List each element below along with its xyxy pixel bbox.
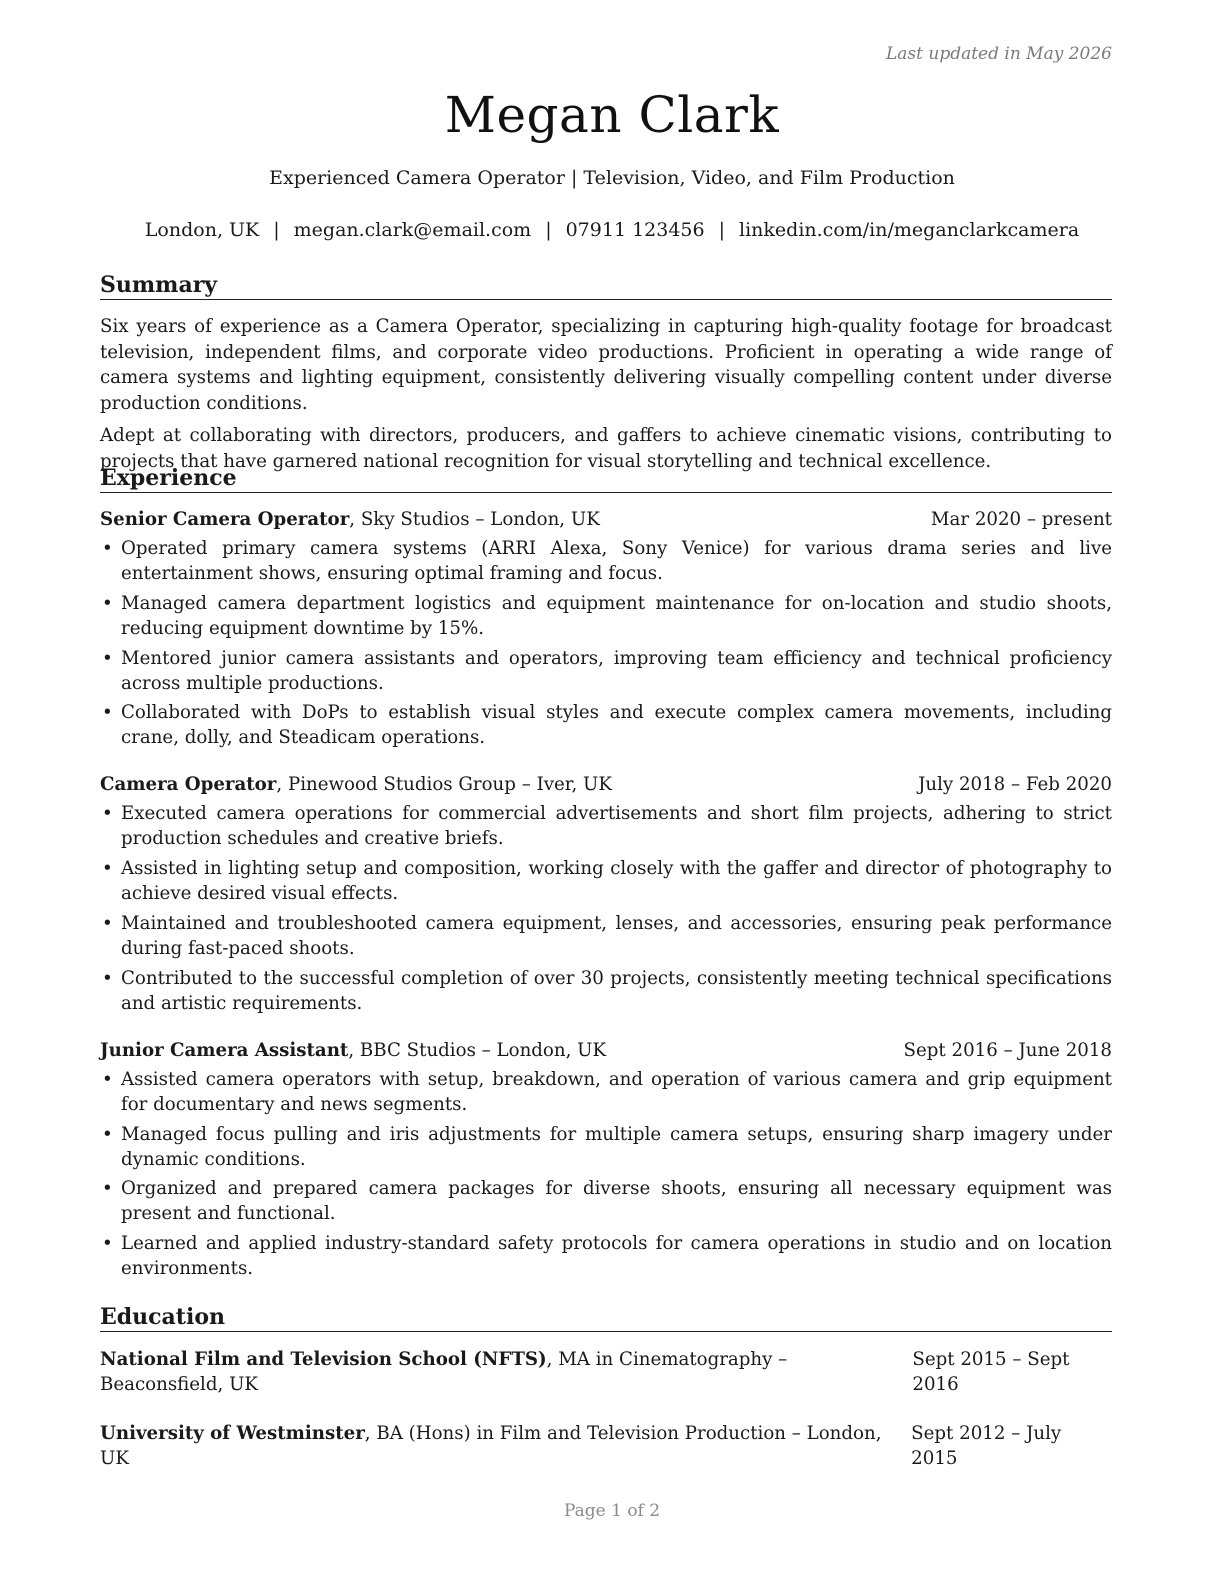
job-role: Junior Camera Assistant — [100, 1039, 349, 1061]
job-role: Camera Operator — [100, 774, 277, 796]
last-updated: Last updated in May 2026 — [885, 44, 1112, 64]
bullet-item — [100, 966, 1112, 1016]
bullet-icon: • — [102, 803, 113, 825]
bullet-text: Learned and applied industry-standard safety protocols for camera operations in studio and on location environments. — [121, 1233, 1112, 1280]
job-entry — [100, 507, 1112, 750]
section-title-summary: Summary — [100, 272, 1112, 300]
bullet-text: Organized and prepared camera packages for diverse shoots, ensuring all necessary equipment was present and functional. — [121, 1178, 1112, 1225]
job-bullets — [100, 801, 1112, 1015]
contact-location: London, UK — [144, 219, 260, 241]
bullet-text: Assisted in lighting setup and composition, working closely with the gaffer and director of photography to achieve desired visual effects. — [121, 858, 1112, 905]
bullet-item — [100, 911, 1112, 961]
education-school: University of Westminster — [100, 1423, 365, 1444]
bullet-text: Executed camera operations for commercial advertisements and short film projects, adhering to strict production schedules and creative briefs. — [121, 803, 1112, 850]
bullet-icon: • — [102, 858, 113, 880]
job-entry — [100, 1038, 1112, 1281]
bullet-item — [100, 856, 1112, 906]
bullet-icon: • — [102, 912, 113, 934]
bullet-icon: • — [102, 592, 113, 614]
bullet-item — [100, 700, 1112, 750]
page-number: Page 1 of 2 — [563, 1501, 661, 1521]
job-org: , Sky Studios – London, UK — [349, 509, 600, 530]
job-title-line — [100, 1038, 606, 1063]
bullet-text: Mentored junior camera assistants and operators, improving team efficiency and technical proficiency across multiple productions. — [121, 647, 1112, 694]
section-title-education: Education — [100, 1304, 1112, 1332]
education-detail: , BA (Hons) in Film and Television Production – London, UK — [100, 1423, 882, 1469]
headline: Experienced Camera Operator | Television, Video, and Film Production — [269, 167, 955, 189]
bullet-icon: • — [102, 1068, 113, 1090]
job-dates: July 2018 – Feb 2020 — [918, 774, 1112, 796]
job-header — [100, 772, 1112, 797]
bullet-icon: • — [102, 967, 113, 989]
bullet-text: Assisted camera operators with setup, breakdown, and operation of various camera and grip equipment for documentary and news segments. — [121, 1068, 1112, 1115]
summary-section — [100, 272, 1112, 474]
contact-email[interactable]: megan.clark@email.com — [293, 219, 532, 241]
candidate-name: Megan Clark — [444, 86, 780, 144]
bullet-text: Maintained and troubleshooted camera equipment, lenses, and accessories, ensuring peak performance during fast-paced shoots. — [121, 912, 1112, 959]
education-dates: Sept 2015 – Sept 2016 — [912, 1349, 1070, 1395]
bullet-item — [100, 1067, 1112, 1117]
job-entry — [100, 772, 1112, 1015]
summary-paragraph: Six years of experience as a Camera Operator, specializing in capturing high-quality footage for broadcast television, independent films, and corporate video productions. Proficient in operating a wide range of camera systems and lighting equipment, consistently delivering visually compelling content under diverse production conditions. — [100, 316, 1112, 414]
bullet-text: Managed camera department logistics and equipment maintenance for on-location and studio shoots, reducing equipment downtime by 15%. — [121, 592, 1112, 639]
bullet-item — [100, 801, 1112, 851]
contact-separator: | — [718, 219, 726, 241]
contact-separator: | — [545, 219, 552, 241]
education-entry — [100, 1347, 1112, 1397]
education-section — [100, 1304, 1112, 1471]
experience-section — [100, 465, 1112, 1286]
contact-separator: | — [273, 219, 280, 241]
job-bullets — [100, 1067, 1112, 1281]
bullet-text: Collaborated with DoPs to establish visual styles and execute complex camera movements, including crane, dolly, and Steadicam operations. — [121, 702, 1112, 749]
bullet-item — [100, 591, 1112, 641]
bullet-item — [100, 646, 1112, 696]
job-dates: Sept 2016 – June 2018 — [903, 1039, 1112, 1061]
education-dates: Sept 2012 – July 2015 — [911, 1423, 1062, 1469]
bullet-icon: • — [102, 538, 113, 559]
bullet-icon: • — [102, 1233, 113, 1255]
bullet-icon: • — [102, 647, 113, 669]
job-header — [100, 507, 1112, 532]
bullet-item — [100, 1176, 1112, 1226]
job-bullets — [100, 536, 1112, 750]
education-title-line — [100, 1421, 911, 1471]
bullet-item — [100, 1231, 1112, 1281]
bullet-text: Operated primary camera systems (ARRI Alexa, Sony Venice) for various drama series and live entertainment shows, ensuring optimal framing and focus. — [121, 538, 1112, 584]
bullet-icon: • — [102, 1178, 113, 1200]
bullet-icon: • — [102, 702, 113, 724]
bullet-text: Contributed to the successful completion of over 30 projects, consistently meeting technical specifications and artistic requirements. — [121, 967, 1112, 1014]
contact-linkedin[interactable]: linkedin.com/in/meganclarkcamera — [739, 219, 1080, 241]
contact-line — [0, 219, 1224, 241]
bullet-item — [100, 536, 1112, 586]
summary-paragraph: Adept at collaborating with directors, producers, and gaffers to achieve cinematic visions, contributing to projects that have garnered national recognition for visual storytelling and technical excellence. — [100, 425, 1112, 472]
education-title-line — [100, 1347, 912, 1397]
contact-phone: 07911 123456 — [565, 219, 705, 241]
job-dates: Mar 2020 – present — [930, 509, 1112, 530]
job-org: , BBC Studios – London, UK — [348, 1039, 607, 1061]
bullet-icon: • — [102, 1123, 113, 1145]
job-role: Senior Camera Operator — [100, 509, 350, 530]
job-title-line — [100, 507, 600, 532]
education-school: National Film and Television School (NFTS) — [100, 1349, 547, 1370]
job-header — [100, 1038, 1112, 1063]
bullet-item — [100, 1122, 1112, 1172]
job-title-line — [100, 772, 612, 797]
education-entry — [100, 1421, 1112, 1471]
bullet-text: Managed focus pulling and iris adjustments for multiple camera setups, ensuring sharp imagery under dynamic conditions. — [121, 1123, 1112, 1170]
section-title-experience: Experience — [100, 465, 1112, 493]
education-detail: , MA in Cinematography – Beaconsfield, UK — [100, 1349, 788, 1395]
job-org: , Pinewood Studios Group – Iver, UK — [276, 774, 612, 796]
